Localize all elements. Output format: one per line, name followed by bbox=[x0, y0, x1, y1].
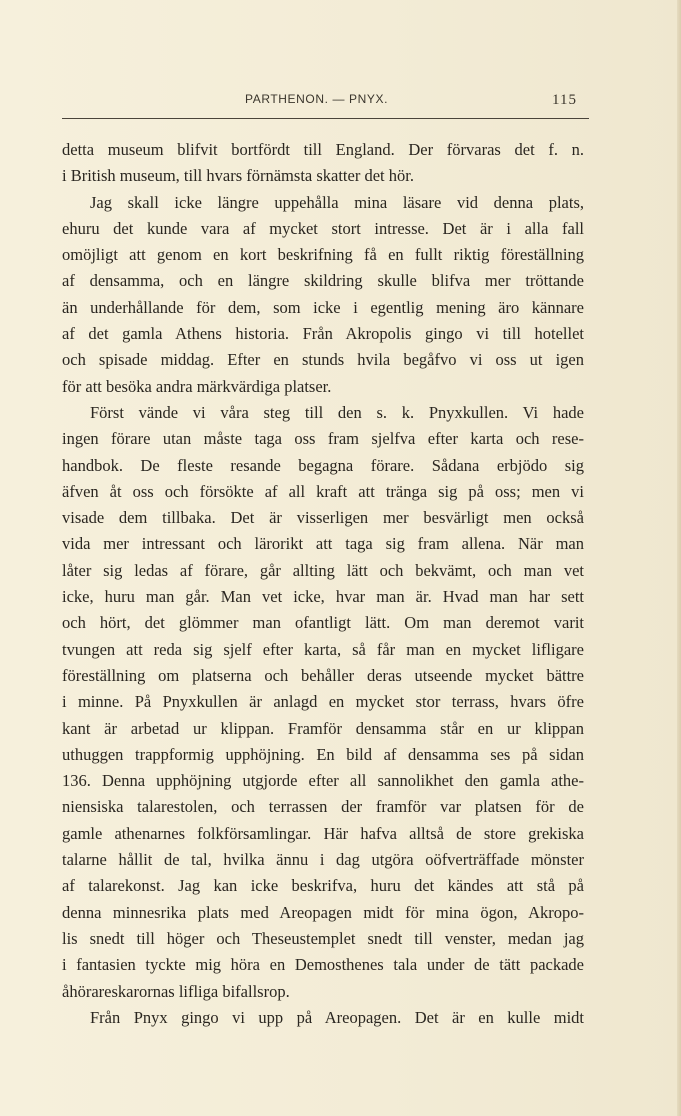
running-title: PARTHENON. — PNYX. bbox=[245, 92, 389, 106]
text-line: Från Pnyx gingo vi upp på Areopagen. Det är en kulle midt bbox=[90, 1007, 584, 1027]
text-line: ingen förare utan måste taga oss fram sjelfva efter karta och rese- bbox=[62, 429, 584, 449]
text-line: för att besöka andra märkvärdiga platser. bbox=[62, 376, 332, 396]
text-line: 136. Denna upphöjning utgjorde efter all sannolikhet den gamla athe- bbox=[62, 771, 584, 791]
text-line: ehuru det kunde vara af mycket stort intresse. Det är i alla fall bbox=[62, 218, 584, 238]
text-line: i British museum, till hvars förnämsta skatter det hör. bbox=[62, 166, 414, 186]
text-line: icke, huru man går. Man vet icke, hvar man är. Hvad man har sett bbox=[62, 587, 584, 607]
page-number: 115 bbox=[552, 92, 577, 108]
text-line: än underhållande för dem, som icke i egentlig mening äro kännare bbox=[62, 297, 584, 317]
text-line: af talarekonst. Jag kan icke beskrifva, huru det kändes att stå på bbox=[62, 876, 584, 896]
text-line: äfven åt oss och försökte af all kraft att tränga sig på oss; men vi bbox=[62, 481, 584, 501]
text-line: och hört, det glömmer man ofantligt lätt. Om man deremot varit bbox=[62, 613, 584, 633]
text-line: talarne hållit de tal, hvilka ännu i dag utgöra oöfverträffade mönster bbox=[62, 850, 584, 870]
text-line: denna minnesrika plats med Areopagen midt för mina ögon, Akropo- bbox=[62, 902, 584, 922]
body-text bbox=[62, 137, 584, 1031]
text-line: omöjligt att genom en kort beskrifning få en fullt riktig föreställning bbox=[62, 245, 584, 265]
text-line: i minne. På Pnyxkullen är anlagd en mycket stor terrass, hvars öfre bbox=[62, 692, 584, 712]
text-line: Jag skall icke längre uppehålla mina läsare vid denna plats, bbox=[90, 192, 584, 212]
text-line: lis snedt till höger och Theseustemplet snedt till venster, medan jag bbox=[62, 928, 584, 948]
text-line: gamle athenarnes folkförsamlingar. Här hafva alltså de store grekiska bbox=[62, 823, 584, 843]
page-edge bbox=[677, 0, 681, 1116]
text-line: af densamma, och en längre skildring skulle blifva mer tröttande bbox=[62, 271, 584, 291]
text-line: åhörareskarornas lifliga bifallsrop. bbox=[62, 981, 290, 1001]
text-line: i fantasien tyckte mig höra en Demosthenes tala under de tätt packade bbox=[62, 955, 584, 975]
text-line: tvungen att reda sig sjelf efter karta, så får man en mycket lifligare bbox=[62, 639, 584, 659]
page-header bbox=[62, 90, 589, 114]
text-line: uthuggen trappformig upphöjning. En bild af densamma ses på sidan bbox=[62, 744, 584, 764]
text-line: Först vände vi våra steg till den s. k. Pnyxkullen. Vi hade bbox=[90, 402, 584, 422]
text-line: af det gamla Athens historia. Från Akropolis gingo vi till hotellet bbox=[62, 324, 584, 344]
text-line: och spisade middag. Efter en stunds hvila begåfvo vi oss ut igen bbox=[62, 350, 584, 370]
text-line: handbok. De fleste resande begagna förare. Sådana erbjödo sig bbox=[62, 455, 584, 475]
text-line: låter sig ledas af förare, går allting lätt och bekvämt, och man vet bbox=[62, 560, 584, 580]
text-line: vida mer intressant och lärorikt att taga sig fram allena. När man bbox=[62, 534, 584, 554]
text-line: niensiska talarestolen, och terrassen der framför var platsen för de bbox=[62, 797, 584, 817]
header-rule bbox=[62, 118, 589, 119]
text-line: visade dem tillbaka. Det är visserligen mer besvärligt men också bbox=[62, 508, 584, 528]
text-line: kant är arbetad ur klippan. Framför densamma står en ur klippan bbox=[62, 718, 584, 738]
text-line: detta museum blifvit bortfördt till England. Der förvaras det f. n. bbox=[62, 140, 584, 159]
text-line: föreställning om platserna och behåller deras utseende mycket bättre bbox=[62, 665, 584, 685]
